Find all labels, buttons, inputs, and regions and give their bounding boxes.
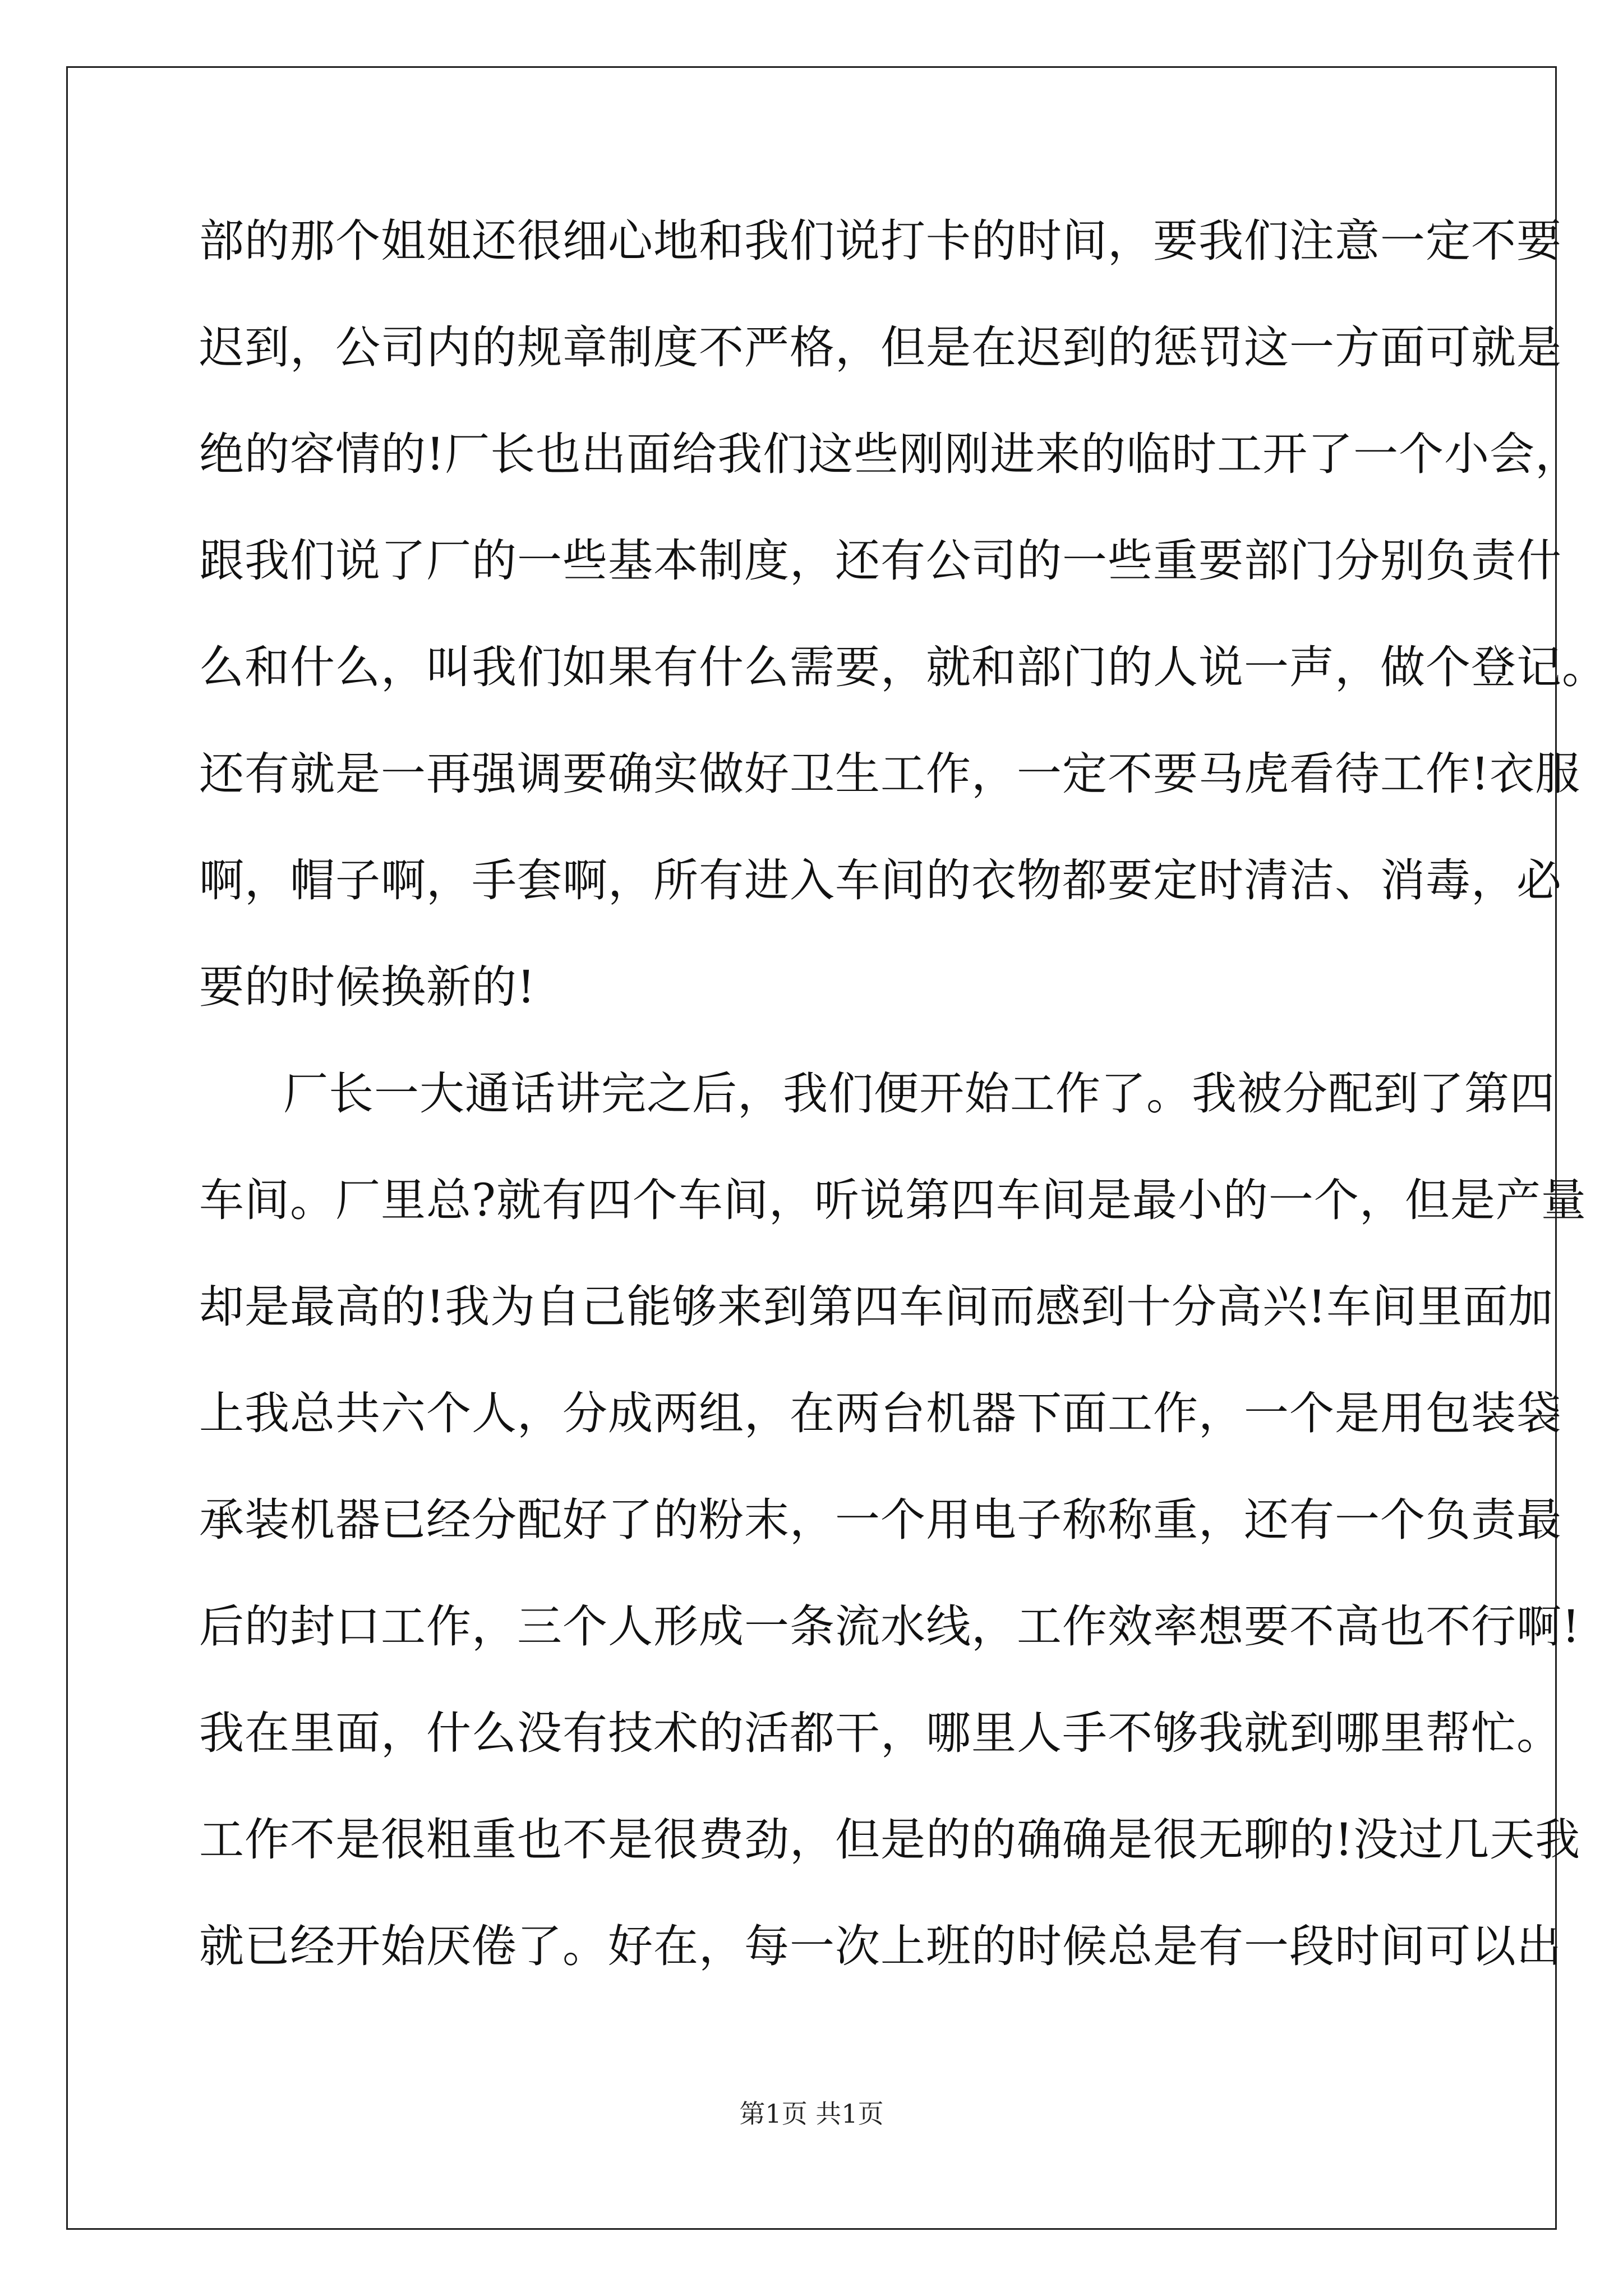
page-footer: 第1页 共1页	[739, 2099, 884, 2129]
text-line: 跟我们说了厂的一些基本制度，还有公司的一些重要部门分别负责什	[199, 535, 1562, 587]
text-line: 还有就是一再强调要确实做好卫生工作，一定不要马虎看待工作!衣服	[199, 748, 1581, 800]
text-line: 工作不是很粗重也不是很费劲，但是的的确确是很无聊的!没过几天我	[199, 1814, 1581, 1866]
page-border	[66, 66, 1557, 2230]
text-line: 迟到，公司内的规章制度不严格，但是在迟到的惩罚这一方面可就是	[199, 321, 1562, 374]
text-line: 却是最高的!我为自己能够来到第四车间而感到十分高兴!车间里面加	[199, 1281, 1554, 1333]
text-line: 要的时候换新的!	[199, 961, 536, 1013]
text-line: 我在里面，什么没有技术的活都干，哪里人手不够我就到哪里帮忙。	[199, 1707, 1562, 1759]
text-line: 上我总共六个人，分成两组，在两台机器下面工作，一个是用包装袋	[199, 1387, 1562, 1439]
text-line: 么和什么，叫我们如果有什么需要，就和部门的人说一声，做个登记。	[199, 641, 1607, 693]
text-line: 承装机器已经分配好了的粉末，一个用电子称称重，还有一个负责最	[199, 1494, 1562, 1546]
text-line: 绝的容情的!厂长也出面给我们这些刚刚进来的临时工开了一个小会，	[199, 428, 1581, 480]
paragraph-start-line: 厂长一大通话讲完之后，我们便开始工作了。我被分配到了第四	[283, 1068, 1555, 1120]
text-line: 啊，帽子啊，手套啊，所有进入车间的衣物都要定时清洁、消毒，必	[199, 854, 1562, 907]
text-line: 后的封口工作，三个人形成一条流水线，工作效率想要不高也不行啊!	[199, 1600, 1581, 1653]
text-line: 部的那个姐姐还很细心地和我们说打卡的时间，要我们注意一定不要	[199, 215, 1562, 267]
text-line: 车间。厂里总?就有四个车间，听说第四车间是最小的一个，但是产量	[199, 1174, 1587, 1226]
text-line: 就已经开始厌倦了。好在，每一次上班的时候总是有一段时间可以出	[199, 1920, 1562, 1972]
